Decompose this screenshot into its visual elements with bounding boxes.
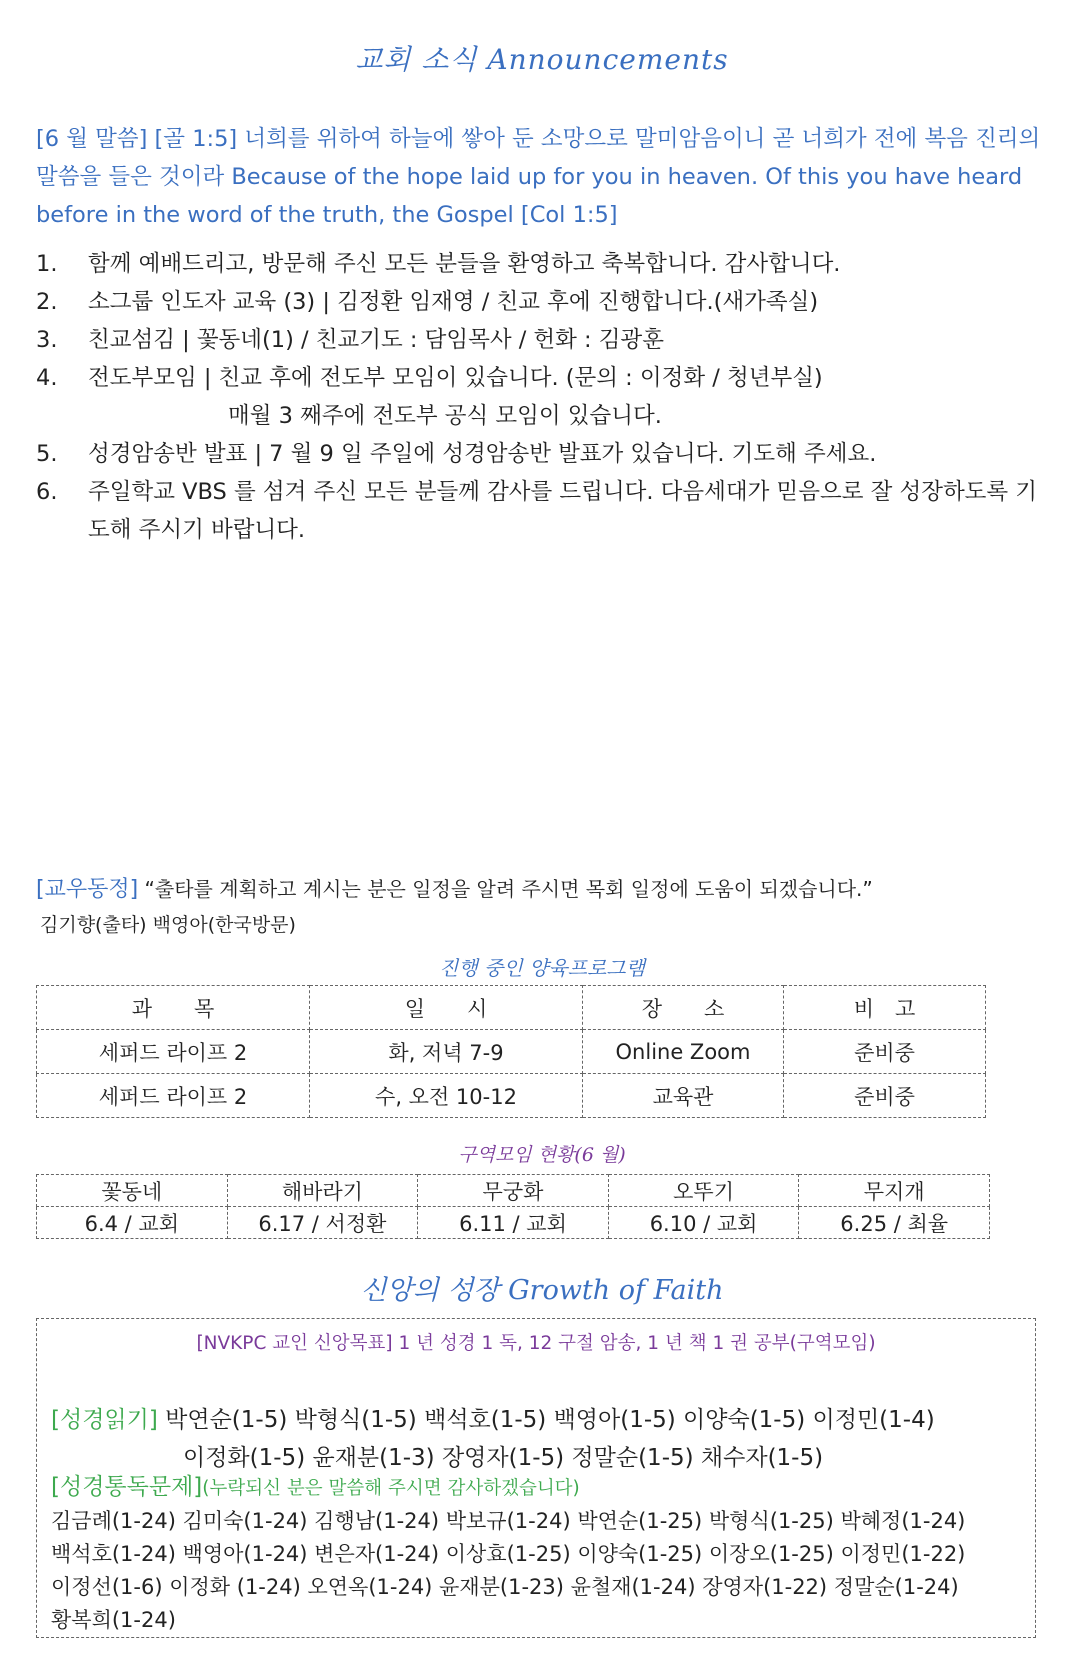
group-date: 6.25 / 최율 xyxy=(799,1207,990,1239)
group-name: 무지개 xyxy=(799,1175,990,1207)
table-cell: 준비중 xyxy=(784,1030,986,1074)
monthly-verse: [6 월 말씀] [골 1:5] 너희를 위하여 하늘에 쌓아 둔 소망으로 말미암음이니 곧 너희가 전에 복음 진리의 말씀을 들은 것이라 Because of the hope laid up for you in heaven. Of this you have heard before in the word of the truth, the Gospel [Col 1:5] xyxy=(36,126,1041,228)
group-date: 6.11 / 교회 xyxy=(418,1207,609,1239)
table-cell: 준비중 xyxy=(784,1074,986,1118)
bible-reading-section xyxy=(51,1401,1021,1477)
bible-reading-line: 이정화(1-5) 윤재분(1-3) 장영자(1-5) 정말순(1-5) 채수자(1-5) xyxy=(183,1445,824,1471)
item-number: 3. xyxy=(36,327,58,353)
group-date: 6.10 / 교회 xyxy=(608,1207,799,1239)
member-news-message: “출타를 계획하고 계시는 분은 일정을 알려 주시면 목회 일정에 도움이 되겠습니다.” xyxy=(144,877,873,901)
group-meeting-table xyxy=(36,1174,990,1239)
group-name: 무궁화 xyxy=(418,1175,609,1207)
header-note: 비 고 xyxy=(784,986,986,1030)
member-news-tag: [교우동정] xyxy=(36,877,139,902)
bible-quiz-line: 황복희(1-24) xyxy=(51,1608,176,1632)
table-cell: Online Zoom xyxy=(583,1030,784,1074)
table-header-row xyxy=(37,986,986,1030)
item-text: 함께 예배드리고, 방문해 주신 모든 분들을 환영하고 축복합니다. 감사합니다. xyxy=(88,251,841,277)
item-text: 성경암송반 발표 | 7 월 9 일 주일에 성경암송반 발표가 있습니다. 기도해 주세요. xyxy=(88,441,877,467)
announcement-item xyxy=(36,245,1056,283)
announcement-item xyxy=(36,473,1056,549)
table-row xyxy=(37,1074,986,1118)
bible-quiz-line: 이정선(1-6) 이정화 (1-24) 오연옥(1-24) 윤재분(1-23) 윤철재(1-24) 장영자(1-22) 정말순(1-24) xyxy=(51,1575,959,1599)
group-name: 꽃동네 xyxy=(37,1175,228,1207)
table-cell: 수, 오전 10-12 xyxy=(310,1074,583,1118)
member-news-names: 김기향(출타) 백영아(한국방문) xyxy=(40,914,296,936)
announcement-list xyxy=(36,245,1056,549)
header-subject: 과 목 xyxy=(37,986,310,1030)
item-number: 2. xyxy=(36,289,58,315)
group-date: 6.4 / 교회 xyxy=(37,1207,228,1239)
bible-quiz-line: 김금례(1-24) 김미숙(1-24) 김행남(1-24) 박보규(1-24) 박연순(1-25) 박형식(1-25) 박혜정(1-24) xyxy=(51,1509,966,1533)
education-program-title: 진행 중인 양육프로그램 xyxy=(439,956,645,980)
bible-quiz-tag: [성경통독문제] xyxy=(51,1474,203,1500)
announcement-item xyxy=(36,359,1056,435)
group-meeting-title: 구역모임 현황(6 월) xyxy=(458,1144,626,1166)
table-cell: 교육관 xyxy=(583,1074,784,1118)
bible-quiz-section xyxy=(51,1471,1021,1637)
header-time: 일 시 xyxy=(310,986,583,1030)
table-cell: 세퍼드 라이프 2 xyxy=(37,1030,310,1074)
bible-reading-line: 박연순(1-5) 박형식(1-5) 백석호(1-5) 백영아(1-5) 이양숙(1-5) 이정민(1-4) xyxy=(165,1407,935,1433)
group-name: 오뚜기 xyxy=(608,1175,799,1207)
item-number: 4. xyxy=(36,365,58,391)
announcement-item xyxy=(36,435,1056,473)
growth-of-faith-title: 신앙의 성장 Growth of Faith xyxy=(360,1275,724,1306)
item-text: 전도부모임 | 친교 후에 전도부 모임이 있습니다. (문의 : 이정화 / 청년부실) xyxy=(88,365,823,391)
item-continuation: 매월 3 째주에 전도부 공식 모임이 있습니다. xyxy=(228,403,662,429)
bible-quiz-line: 백석호(1-24) 백영아(1-24) 변은자(1-24) 이상효(1-25) 이양숙(1-25) 이장오(1-25) 이정민(1-22) xyxy=(51,1542,966,1566)
table-cell: 화, 저녁 7-9 xyxy=(310,1030,583,1074)
faith-goal: [NVKPC 교인 신앙목표] 1 년 성경 1 독, 12 구절 암송, 1 년 책 1 권 공부(구역모임) xyxy=(196,1333,876,1354)
item-number: 1. xyxy=(36,251,58,277)
bible-reading-tag: [성경읽기] xyxy=(51,1407,158,1433)
item-number: 5. xyxy=(36,441,58,467)
growth-of-faith-box xyxy=(36,1318,1036,1638)
group-date: 6.17 / 서정환 xyxy=(227,1207,418,1239)
item-text: 친교섬김 | 꽃동네(1) / 친교기도 : 담임목사 / 헌화 : 김광훈 xyxy=(88,327,664,353)
bible-quiz-note: (누락되신 분은 말씀해 주시면 감사하겠습니다) xyxy=(202,1478,580,1499)
announcement-item xyxy=(36,283,1056,321)
group-name: 해바라기 xyxy=(227,1175,418,1207)
table-header-row xyxy=(37,1175,990,1207)
item-text: 주일학교 VBS 를 섬겨 주신 모든 분들께 감사를 드립니다. 다음세대가 믿음으로 잘 성장하도록 기도해 주시기 바랍니다. xyxy=(88,479,1038,543)
item-text: 소그룹 인도자 교육 (3) | 김정환 임재영 / 친교 후에 진행합니다.(새가족실) xyxy=(88,289,819,315)
header-place: 장 소 xyxy=(583,986,784,1030)
member-news xyxy=(36,872,1046,942)
page-title: 교회 소식 Announcements xyxy=(355,43,729,76)
table-cell: 세퍼드 라이프 2 xyxy=(37,1074,310,1118)
table-row xyxy=(37,1207,990,1239)
education-program-table xyxy=(36,985,986,1118)
item-number: 6. xyxy=(36,479,58,505)
table-row xyxy=(37,1030,986,1074)
announcement-item xyxy=(36,321,1056,359)
